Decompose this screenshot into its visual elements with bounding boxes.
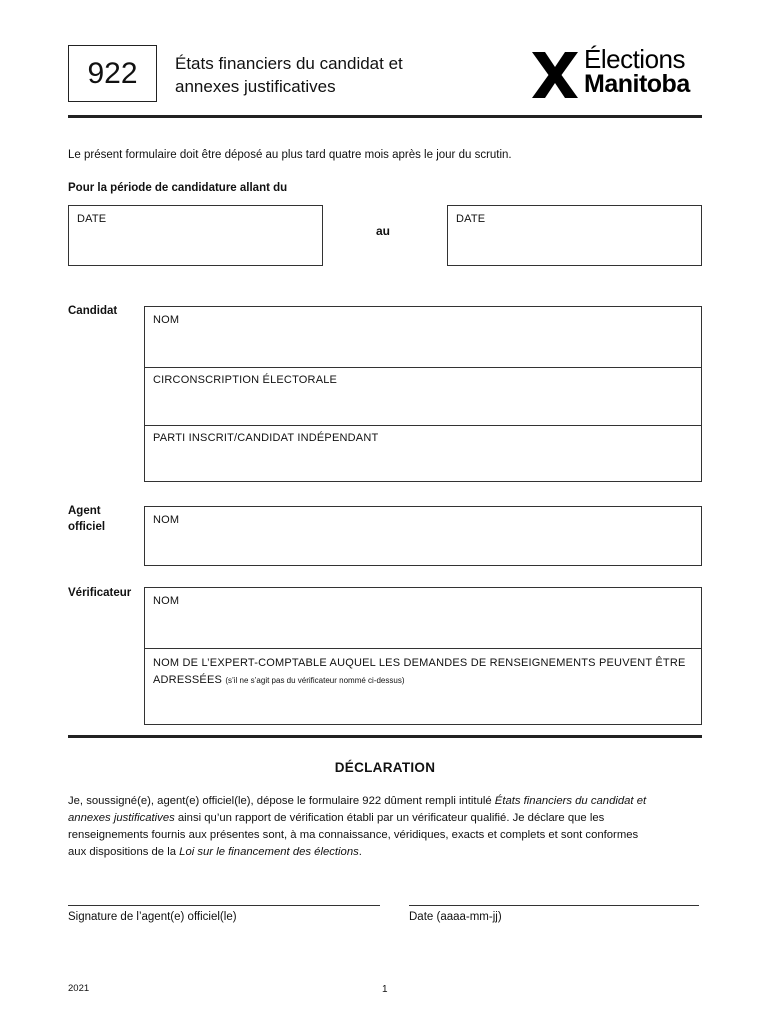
candidate-name-field[interactable] <box>145 307 701 368</box>
auditor-name-label: NOM <box>153 595 180 607</box>
agent-section-label <box>68 503 105 535</box>
deadline-note: Le présent formulaire doit être déposé au plus tard quatre mois après le jour du scrutin. <box>68 149 512 161</box>
date-from-field[interactable] <box>68 205 323 266</box>
footer-year: 2021 <box>68 983 90 994</box>
date-to-label: DATE <box>456 213 486 225</box>
logo-text-elections: Élections <box>584 44 685 74</box>
electoral-district-field[interactable] <box>145 367 701 426</box>
logo-x-icon <box>532 52 578 98</box>
declaration-text-part1: Je, soussigné(e), agent(e) officiel(le), dépose le formulaire 922 dûment rempli intitulé <box>68 795 495 807</box>
accountant-label-line1: NOM DE L’EXPERT-COMPTABLE AUQUEL LES DEMANDES DE RENSEIGNEMENTS PEUVENT ÊTRE <box>153 657 686 669</box>
declaration-divider <box>68 735 702 738</box>
electoral-district-label: CIRCONSCRIPTION ÉLECTORALE <box>153 374 338 386</box>
form-title-line2: annexes justificatives <box>175 77 336 96</box>
accountant-label-line2: ADRESSÉES <box>153 674 223 686</box>
agent-section-label-line2: officiel <box>68 521 106 533</box>
party-field[interactable] <box>145 425 701 481</box>
declaration-title: DÉCLARATION <box>334 760 436 775</box>
agent-section-label-line1: Agent <box>68 505 101 517</box>
date-to-field[interactable] <box>447 205 702 266</box>
accountant-note: (s’il ne s’agit pas du vérificateur nommé ci-dessus) <box>225 676 405 685</box>
auditor-section-label: Vérificateur <box>68 587 132 599</box>
party-label: PARTI INSCRIT/CANDIDAT INDÉPENDANT <box>153 432 379 444</box>
date-from-label: DATE <box>77 213 107 225</box>
accountant-label <box>153 655 693 689</box>
logo-text-manitoba: Manitoba <box>584 70 690 98</box>
form-title-line1: États financiers du candidat et <box>175 54 403 73</box>
auditor-box <box>144 587 702 725</box>
declaration-text <box>68 793 648 861</box>
form-number-box <box>68 45 157 102</box>
candidate-section-label: Candidat <box>68 305 118 317</box>
signature-label: Signature de l’agent(e) officiel(le) <box>68 911 237 923</box>
declaration-text-part2: ainsi qu’un rapport de vérification établi par un vérificateur qualifié. Je déclare que les renseignements fournis aux présentes sont, à ma connaissance, véridiques, exacts et complets et sont conformes aux dispositions de la <box>68 812 639 858</box>
page-number: 1 <box>382 984 388 995</box>
date-signature-label: Date (aaaa-mm-jj) <box>409 911 502 923</box>
declaration-form-title: États financiers du candidat et annexes justificatives <box>68 795 647 824</box>
period-label: Pour la période de candidature allant du <box>68 182 288 194</box>
declaration-text-part3: . <box>358 846 362 858</box>
candidate-name-label: NOM <box>153 314 180 326</box>
declaration-act-name: Loi sur le financement des élections <box>179 846 359 858</box>
agent-name-label: NOM <box>153 514 180 526</box>
candidate-box <box>144 306 702 482</box>
form-title <box>175 52 435 98</box>
signature-line[interactable] <box>68 905 380 906</box>
auditor-name-field[interactable] <box>145 588 701 649</box>
agent-name-field[interactable] <box>144 506 702 566</box>
header-divider <box>68 115 702 118</box>
date-signature-line[interactable] <box>409 905 699 906</box>
elections-manitoba-logo <box>532 44 704 100</box>
accountant-name-field[interactable] <box>145 648 701 724</box>
period-separator: au <box>376 224 391 238</box>
form-number: 922 <box>87 56 138 90</box>
